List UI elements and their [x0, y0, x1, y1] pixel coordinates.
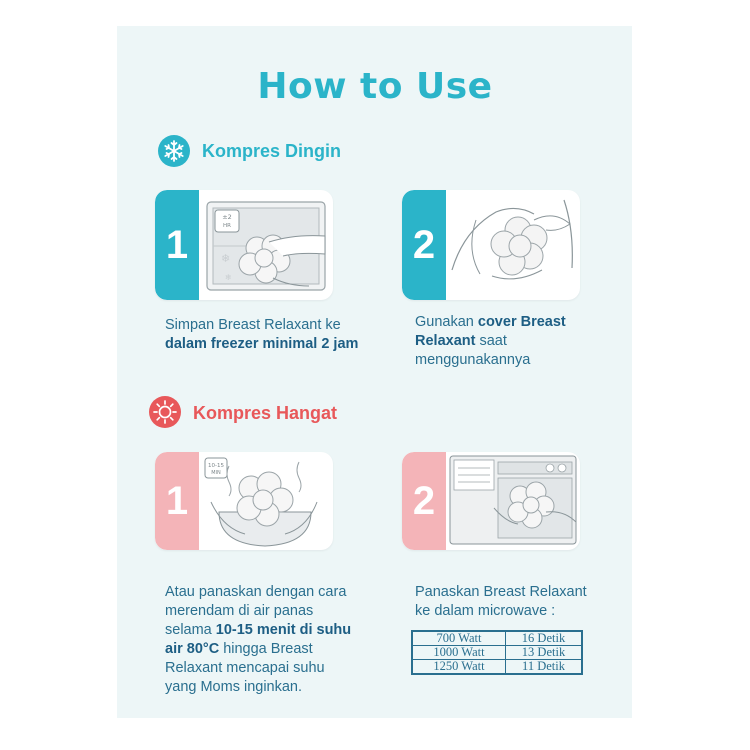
table-cell-time: 16 Detik	[506, 631, 583, 646]
svg-text:❄: ❄	[225, 273, 232, 282]
warm-step-1-card	[155, 452, 333, 550]
section-title-warm: Kompres Hangat	[193, 403, 338, 423]
freezer-illustration	[199, 190, 333, 300]
microwave-time-table	[411, 630, 583, 675]
snowflake-icon	[158, 135, 190, 167]
cold-step-1-card	[155, 190, 333, 300]
warm-step-2-text: Panaskan Breast Relaxant ke dalam microwave :	[415, 584, 587, 619]
breast-cover-illustration	[446, 190, 580, 300]
microwave-illustration	[446, 452, 580, 550]
table-cell-watt: 1250 Watt	[412, 660, 506, 675]
section-title-cold: Kompres Dingin	[202, 141, 342, 161]
step-number: 2	[402, 452, 446, 550]
table-cell-time: 13 Detik	[506, 646, 583, 660]
table-row	[412, 631, 582, 646]
badge-time: 10-15	[208, 463, 224, 469]
badge-unit: MIN	[211, 470, 221, 476]
cold-step-2-card	[402, 190, 580, 300]
step-number: 1	[155, 452, 199, 550]
table-cell-watt: 1000 Watt	[412, 646, 506, 660]
table-row	[412, 660, 582, 675]
svg-text:❄: ❄	[221, 252, 231, 265]
cold-step-1-text: Simpan Breast Relaxant ke dalam freezer minimal 2 jam	[165, 317, 359, 352]
sun-icon	[149, 396, 181, 428]
table-cell-watt: 700 Watt	[412, 631, 506, 646]
badge-unit: HR	[223, 223, 231, 229]
table-cell-time: 11 Detik	[506, 660, 583, 675]
step-number: 2	[402, 190, 446, 300]
warm-step-1-text: Atau panaskan dengan cara merendam di air panas selama 10-15 menit di suhu air 80°C hingga Breast Relaxant mencapai suhu yang Moms inginkan.	[165, 584, 352, 695]
page-title: How to Use	[257, 66, 493, 107]
badge-time: ±2	[222, 213, 232, 221]
table-row	[412, 646, 582, 660]
warm-step-2-card	[402, 452, 580, 550]
step-number: 1	[155, 190, 199, 300]
cold-step-2-text: Gunakan cover Breast Relaxant saat menggunakannya	[415, 314, 566, 368]
hot-water-illustration	[199, 452, 333, 550]
